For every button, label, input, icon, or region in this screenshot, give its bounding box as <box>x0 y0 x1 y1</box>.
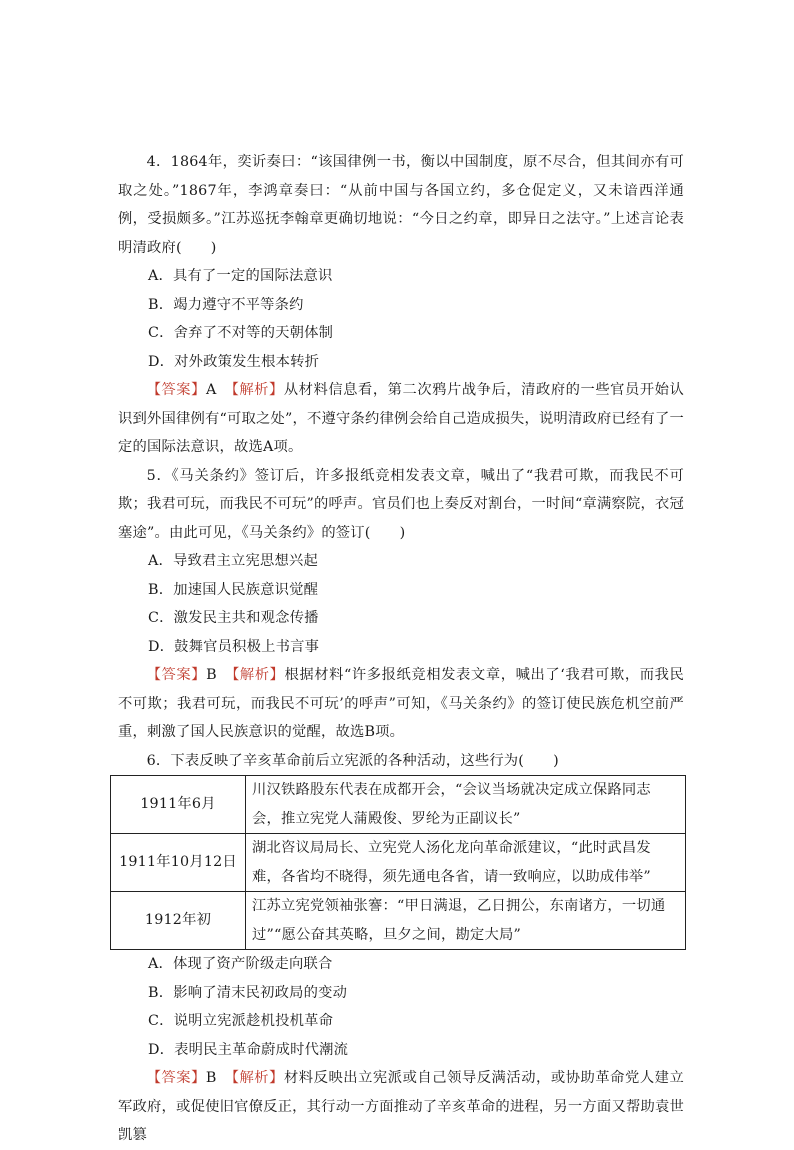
question-6-option-c: C．说明立宪派趁机投机革命 <box>148 1013 334 1029</box>
table-cell-event: 川汉铁路股东代表在成都开会，“会议当场就决定成立保路同志会，推立宪党人蒲殿俊、罗纶为正副议长” <box>246 776 686 834</box>
table-cell-event: 江苏立宪党领袖张謇：“甲日满退，乙日拥公，东南诸方，一切通过”“愿公奋其英略，旦夕之间，勘定大局” <box>246 892 686 950</box>
analysis-label: 【解析】 <box>231 1070 284 1086</box>
question-4-option-a: A．具有了一定的国际法意识 <box>148 268 333 284</box>
question-4-option-b: B．竭力遵守不平等条约 <box>148 296 304 313</box>
table-cell-event: 湖北咨议局局长、立宪党人汤化龙向革命派建议，“此时武昌发难，各省均不晓得，须先通电各省，请一致响应，以助成伟举” <box>246 834 686 892</box>
analysis-text: 从材料信息看，第二次鸦片战争后，清政府的一些官员开始认识到外国律例有“可取之处”，不遵守条约律例会给自己造成损失，说明清政府已经有了一定的国际法意识，故选A项。 <box>118 382 684 455</box>
question-6-option-d: D．表明民主革命蔚成时代潮流 <box>148 1041 349 1058</box>
question-6-answer <box>118 1064 684 1150</box>
table-row <box>111 892 686 950</box>
answer-label: 【答案】 <box>146 1070 206 1086</box>
question-4-stem: 4．1864年，奕䜣奏曰：“该国律例一书，衡以中国制度，原不尽合，但其间亦有可取之处。”1867年，李鸿章奏曰：“从前中国与各国立约，多仓促定义，又未谙西洋通例，受损颇多。”江苏巡抚李翰章更确切地说：“今日之约章，即异日之法守。”上述言论表明清政府( ) <box>118 154 684 256</box>
table-cell-time: 1912年初 <box>111 892 246 950</box>
table-row <box>111 776 686 834</box>
question-4-option-c: C．舍弃了不对等的天朝体制 <box>148 325 334 341</box>
question-5-answer <box>118 661 684 747</box>
answer-label: 【答案】 <box>146 667 207 683</box>
answer-value: B <box>205 1070 217 1086</box>
answer-value: B <box>206 667 217 683</box>
document-page <box>118 148 684 1150</box>
question-5-option-b: B．加速国人民族意识觉醒 <box>148 581 319 598</box>
question-6-option-a: A．体现了资产阶级走向联合 <box>148 956 333 972</box>
question-6-stem: 6．下表反映了辛亥革命前后立宪派的各种活动，这些行为( ) <box>146 752 559 769</box>
answer-value: A <box>205 382 217 398</box>
question-6-option-b: B．影响了清末民初政局的变动 <box>148 984 348 1001</box>
answer-label: 【答案】 <box>146 382 206 398</box>
question-6-table <box>110 775 686 950</box>
question-4-answer <box>118 376 684 462</box>
analysis-text: 根据材料“许多报纸竞相发表文章，喊出了‘我君可欺，而我民不可欺；我君可玩，而我民不可玩’的呼声”可知，《马关条约》的签订使民族危机空前严重，刺激了国人民族意识的觉醒，故选B项。 <box>118 667 684 740</box>
analysis-label: 【解析】 <box>231 382 284 398</box>
question-4-option-d: D．对外政策发生根本转折 <box>148 353 320 370</box>
analysis-text: 材料反映出立宪派或自己领导反满活动，或协助革命党人建立军政府，或促使旧官僚反正，其行动一方面推动了辛亥革命的进程，另一方面又帮助袁世凯篡 <box>118 1070 684 1143</box>
table-cell-time: 1911年10月12日 <box>111 834 246 892</box>
question-5-option-d: D．鼓舞官员积极上书言事 <box>148 638 320 655</box>
analysis-label: 【解析】 <box>232 667 285 683</box>
question-5-option-c: C．激发民主共和观念传播 <box>148 610 319 626</box>
question-5-option-a: A．导致君主立宪思想兴起 <box>148 553 318 569</box>
question-5-stem: 5．《马关条约》签订后，许多报纸竞相发表文章，喊出了“我君可欺，而我民不可欺；我君可玩，而我民不可玩”的呼声。官员们也上奏反对割台，一时间“章满察院，衣冠塞途”。由此可见，《马关条约》的签订( ) <box>118 467 684 541</box>
table-cell-time: 1911年6月 <box>111 776 246 834</box>
table-row <box>111 834 686 892</box>
